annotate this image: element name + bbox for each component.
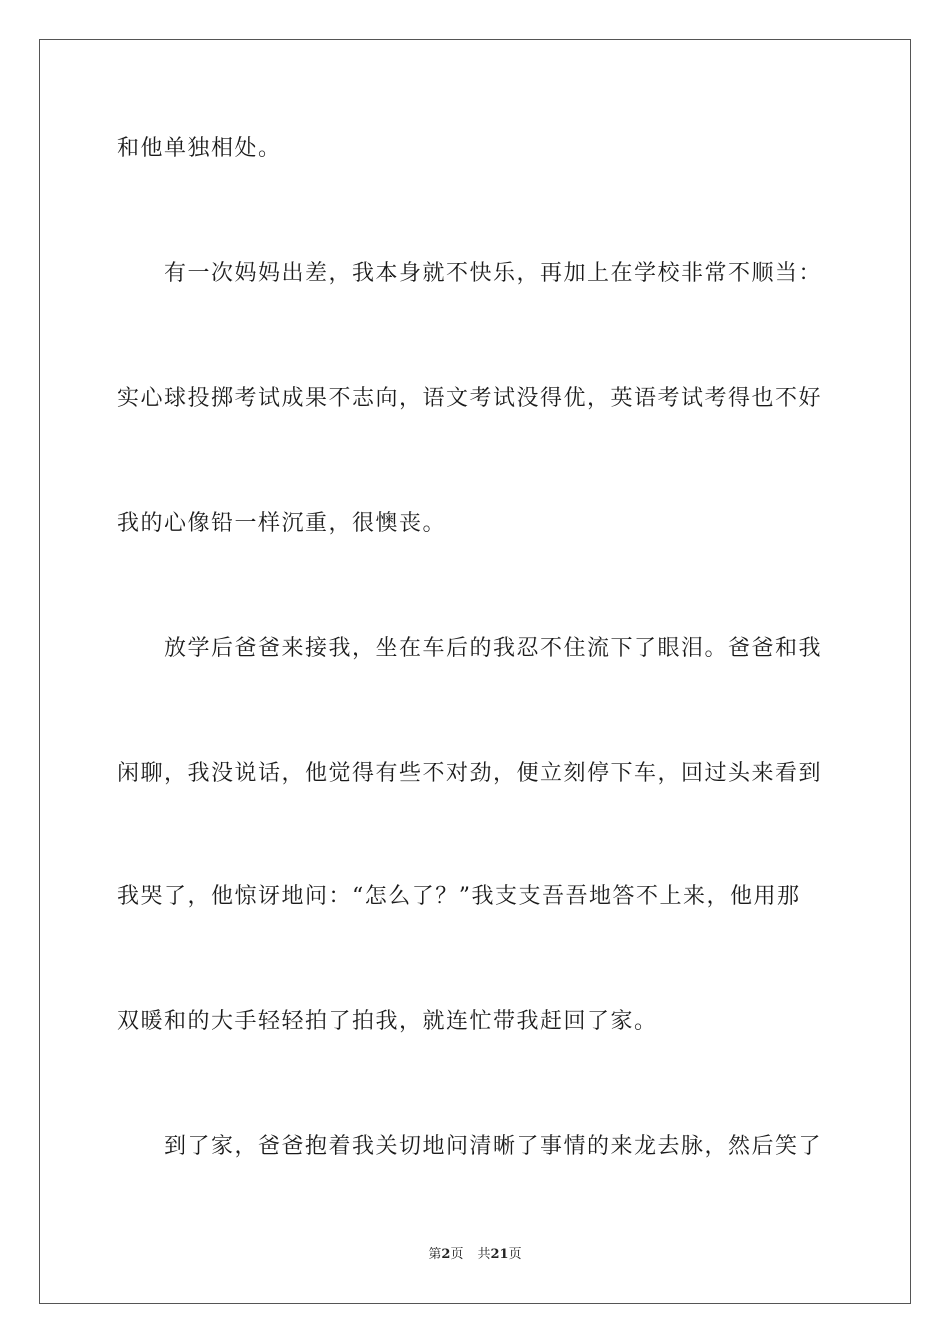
body-text-line: 闲聊，我没说话，他觉得有些不对劲，便立刻停下车，回过头来看到: [117, 761, 823, 786]
page-border: [39, 39, 911, 1304]
total-prefix: 共: [477, 1247, 491, 1262]
body-text-line: 和他单独相处。: [117, 136, 282, 161]
paragraph-first-line: 到了家，爸爸抱着我关切地问清晰了事情的来龙去脉，然后笑了: [164, 1134, 823, 1159]
total-pages: 21: [490, 1247, 509, 1262]
paragraph-first-line: 有一次妈妈出差，我本身就不快乐，再加上在学校非常不顺当：: [164, 261, 823, 286]
body-text-line: 双暖和的大手轻轻拍了拍我，就连忙带我赶回了家。: [117, 1009, 658, 1034]
page-suffix: 页: [450, 1247, 464, 1262]
page-footer: [0, 1246, 950, 1264]
page-number: 2: [441, 1247, 451, 1262]
body-text-line: 我的心像铅一样沉重，很懊丧。: [117, 511, 447, 536]
paragraph-first-line: 放学后爸爸来接我，坐在车后的我忍不住流下了眼泪。爸爸和我: [164, 636, 823, 661]
body-text-line: 我哭了，他惊讶地问：“怎么了？”我支支吾吾地答不上来，他用那: [117, 884, 801, 909]
page-prefix: 第: [428, 1247, 442, 1262]
total-suffix: 页: [508, 1247, 522, 1262]
body-text-line: 实心球投掷考试成果不志向，语文考试没得优，英语考试考得也不好: [117, 386, 823, 411]
